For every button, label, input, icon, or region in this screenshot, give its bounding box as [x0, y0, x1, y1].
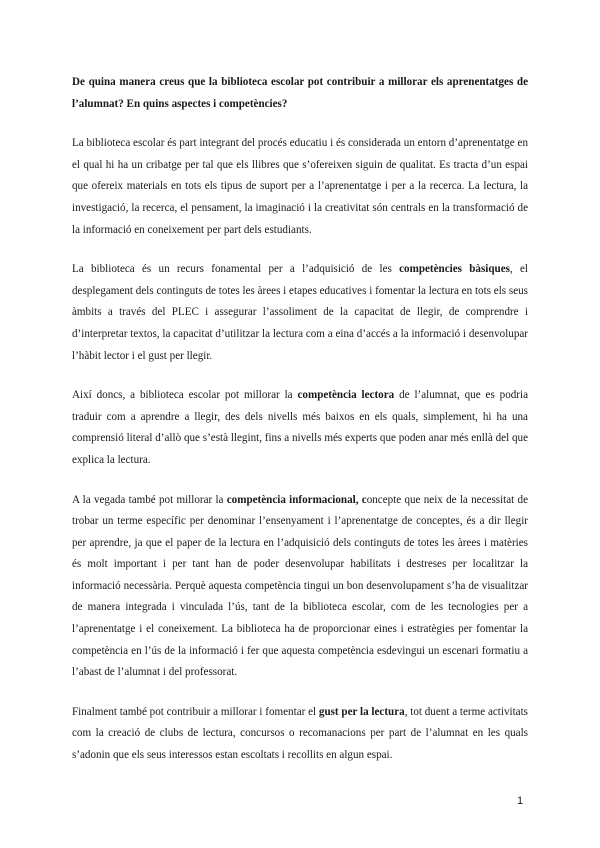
paragraph-4-text-end: oncepte que neix de la necessitat de trobar un terme específic per denominar l’ensenyament i l’aprenentatge de conceptes, és a dir llegir per aprendre, ja que el paper de la lectura en l’adquisició dels continguts de totes les àrees i matèries és molt important i per tant han de poder desenvolupar habilitats i destreses per localitzar la informació necessària. Perquè aquesta competència tingui un bon desenvolupament s’ha de visualitzar de manera integrada i vinculada l’ús, tant de la biblioteca escolar, com de les tecnologies per a l’aprenentatge i el coneixement. La biblioteca ha de proporcionar eines i estratègies per fomentar la competència en l’ús de la informació i fer que aquesta competència esdevingui un escenari formatiu a l’abast de l’alumnat i del professorat. [72, 493, 528, 679]
paragraph-3-text-end: de l’alumnat, que es podria traduir com a aprendre a llegir, des dels nivells més baixos en els quals, simplement, hi ha una comprensió literal d’allò que s’està llegint, fins a nivells més experts que poden anar més enllà del que explica la lectura. [72, 389, 528, 466]
page-number: 1 [517, 795, 524, 807]
paragraph-3 [72, 385, 528, 471]
paragraph-5-text-start: Finalment també pot contribuir a millorar i fomentar el [72, 705, 319, 718]
paragraph-5 [72, 702, 528, 767]
paragraph-1: La biblioteca escolar és part integrant del procés educatiu i és considerada un entorn d’aprenentatge en el qual hi ha un cribatge per tal que els llibres que s’ofereixen siguin de qualitat. Es tracta d’un espai que ofereix materials en tots els tipus de suport per a l’aprenentatge i per a la recerca. La lectura, la investigació, la recerca, el pensament, la imaginació i la creativitat són centrals en la transformació de la informació en coneixement per part dels estudiants. [72, 137, 528, 236]
document-body [72, 72, 528, 785]
paragraph-5-text-end: , tot duent a terme activitats com la creació de clubs de lectura, concursos o recomanacions per part de l’alumnat en les quals s’adonin que els seus interessos estan escoltats i recollits en algun espai. [72, 705, 528, 762]
paragraph-2-text-end: , el desplegament dels continguts de totes les àrees i etapes educatives i fomentar la lectura en tots els seus àmbits a través del PLEC i assegurar l’assoliment de la capacitat de llegir, de comprendre i d’interpretar textos, la capacitat d’utilitzar la lectura com a eina d’accés a la informació i desenvolupar l’hàbit lector i el gust per llegir. [72, 263, 529, 362]
paragraph-2-text-start: La biblioteca és un recurs fonamental per a l’adquisició de les [72, 263, 400, 276]
paragraph-3-bold-term: competència lectora [297, 389, 395, 402]
paragraph-5-bold-term: gust per la lectura [318, 705, 405, 718]
question-heading: De quina manera creus que la biblioteca escolar pot contribuir a millorar els aprenentatges de l’alumnat? En quins aspectes i competències? [72, 76, 528, 110]
paragraph-2 [72, 259, 528, 367]
paragraph-4-text-start: A la vegada també pot millorar la [72, 493, 227, 506]
paragraph-2-bold-term: competències bàsiques [399, 263, 510, 276]
paragraph-4-bold-term: competència informacional, c [226, 493, 367, 506]
paragraph-4 [72, 490, 528, 684]
paragraph-3-text-start: Així doncs, a biblioteca escolar pot millorar la [72, 389, 298, 402]
